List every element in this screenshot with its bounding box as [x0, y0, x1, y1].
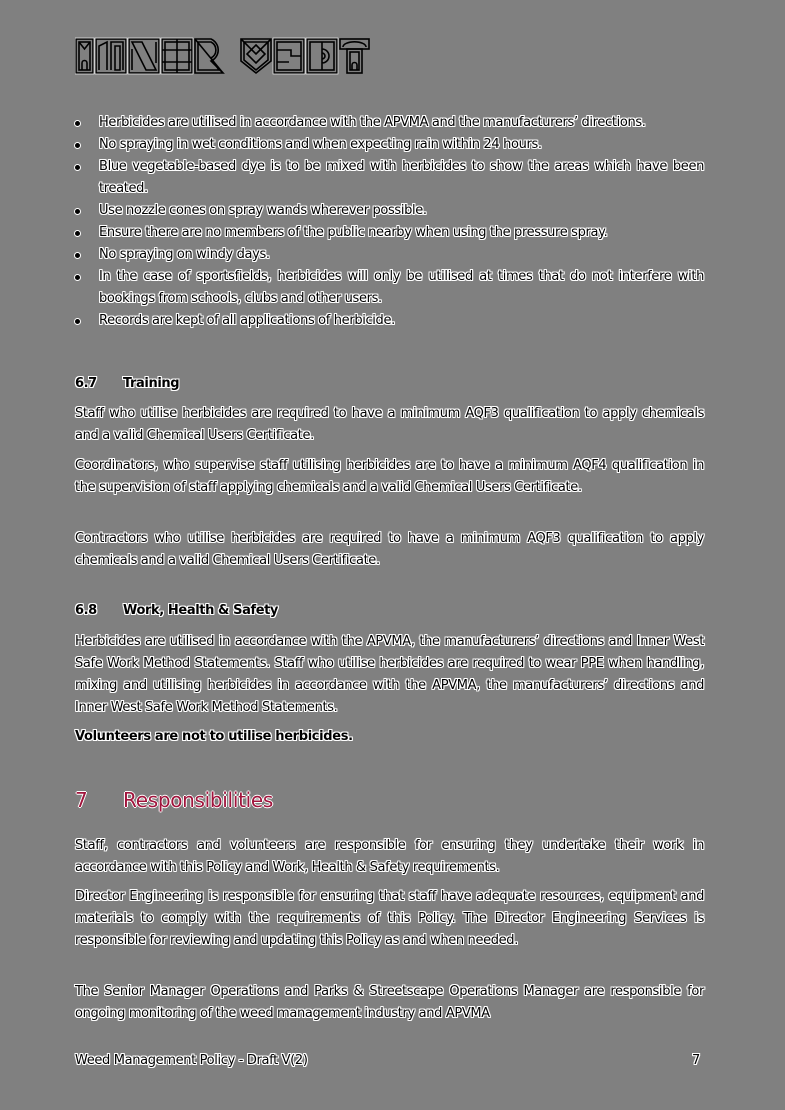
bullet-icon	[75, 253, 80, 258]
list-item-text: Records are kept of all applications of herbicide.	[99, 313, 395, 328]
section-6-7-heading	[75, 376, 179, 391]
section-title: Training	[123, 376, 180, 391]
bullet-icon	[75, 319, 80, 324]
section-title: Responsibilities	[123, 788, 273, 812]
list-item	[75, 112, 704, 134]
section-7-heading	[75, 788, 273, 812]
training-paragraph-1: Staff who utilise herbicides are required to have a minimum AQF3 qualification to apply chemicals and a valid Chemical Users Certificate.	[75, 406, 704, 443]
responsibilities-paragraph-3: The Senior Manager Operations and Parks & Streetscape Operations Manager are responsible for ongoing monitoring of the weed management industry and APVMA	[75, 984, 704, 1021]
inner-west-logo-icon	[75, 37, 370, 75]
bullet-icon	[75, 165, 80, 170]
bullet-icon	[75, 275, 80, 280]
footer-page-number: 7	[692, 1053, 701, 1068]
bullet-icon	[75, 209, 80, 214]
section-number: 7	[75, 788, 88, 812]
list-item-text: Use nozzle cones on spray wands wherever possible.	[99, 203, 427, 218]
list-item	[75, 200, 704, 222]
section-number: 6.7	[75, 376, 97, 391]
list-item-text: Ensure there are no members of the public nearby when using the pressure spray.	[99, 225, 608, 240]
list-item-text: No spraying in wet conditions and when expecting rain within 24 hours.	[99, 137, 542, 152]
herbicide-usage-bullet-list	[75, 112, 704, 332]
list-item	[75, 310, 704, 332]
section-number: 6.8	[75, 603, 97, 618]
bullet-icon	[75, 231, 80, 236]
section-6-8-heading	[75, 603, 278, 618]
bullet-icon	[75, 121, 80, 126]
inner-west-logo	[75, 37, 370, 75]
volunteers-note: Volunteers are not to utilise herbicides.	[75, 729, 353, 744]
list-item	[75, 134, 704, 156]
list-item	[75, 222, 704, 244]
list-item-text: In the case of sportsfields, herbicides will only be utilised at times that do not interfere with bookings from schools, clubs and other users.	[99, 269, 704, 306]
list-item	[75, 266, 704, 310]
whs-paragraph: Herbicides are utilised in accordance with the APVMA, the manufacturers’ directions and Inner West Safe Work Method Statements. Staff who utilise herbicides are required to wear PPE when handling, mixing and utilising herbicides in accordance with the APVMA, the manufacturers’ directions and Inner West Safe Work Method Statements.	[75, 634, 704, 715]
list-item-text: Blue vegetable-based dye is to be mixed with herbicides to show the areas which have been treated.	[99, 159, 704, 196]
training-paragraph-2: Coordinators, who supervise staff utilising herbicides are to have a minimum AQF4 qualification in the supervision of staff applying chemicals and a valid Chemical Users Certificate.	[75, 458, 704, 495]
responsibilities-paragraph-2: Director Engineering is responsible for ensuring that staff have adequate resources, equipment and materials to comply with the requirements of this Policy. The Director Engineering Services is responsible for reviewing and updating this Policy as and when needed.	[75, 889, 704, 948]
footer-document-title: Weed Management Policy - Draft V(2)	[75, 1053, 308, 1068]
responsibilities-paragraph-1: Staff, contractors and volunteers are responsible for ensuring they undertake their work in accordance with this Policy and Work, Health & Safety requirements.	[75, 838, 704, 875]
section-title: Work, Health & Safety	[123, 603, 279, 618]
list-item-text: No spraying on windy days.	[99, 247, 270, 262]
bullet-icon	[75, 143, 80, 148]
list-item-text: Herbicides are utilised in accordance with the APVMA and the manufacturers’ directions.	[99, 115, 646, 130]
list-item	[75, 156, 704, 200]
list-item	[75, 244, 704, 266]
training-paragraph-3: Contractors who utilise herbicides are required to have a minimum AQF3 qualification to apply chemicals and a valid Chemical Users Certificate.	[75, 531, 704, 568]
